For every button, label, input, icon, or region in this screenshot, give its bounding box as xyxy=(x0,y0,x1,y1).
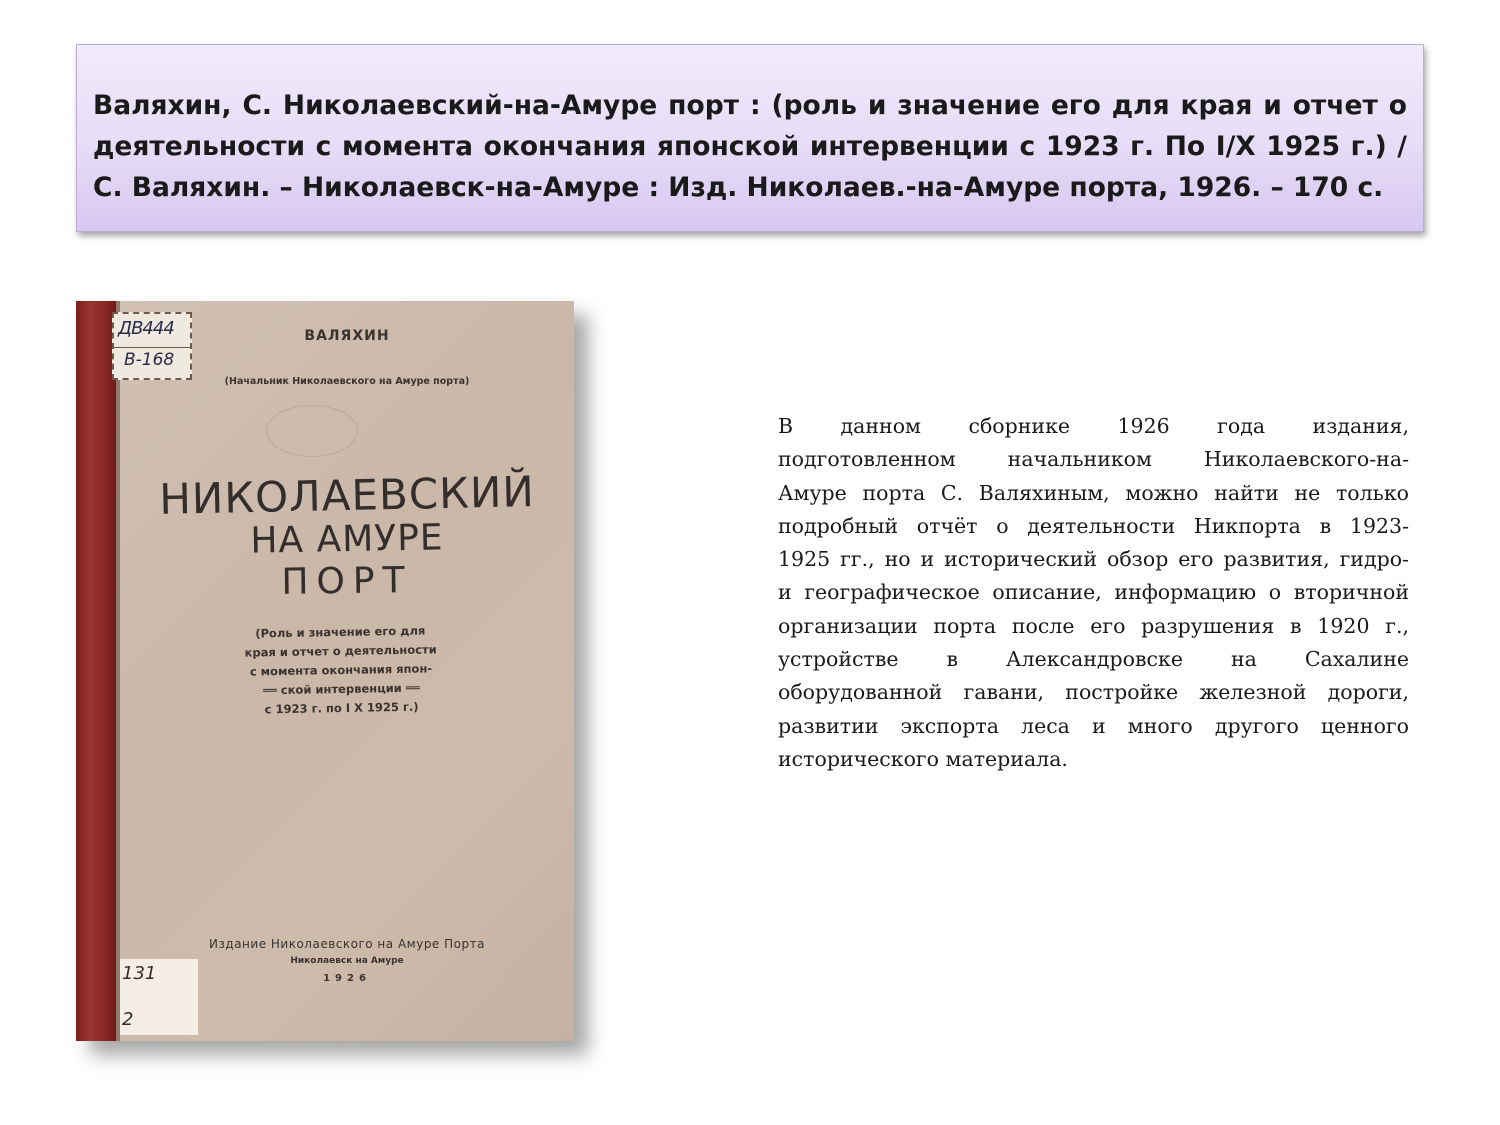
label-bottom-line-1: 131 xyxy=(122,963,157,984)
cover-title-line-2: НА АМУРЕ xyxy=(250,517,444,562)
spine-edge xyxy=(116,301,120,1041)
description-line: устройстве в Александровске на Сахалине xyxy=(778,647,1409,672)
cover-subtitle-line: (Роль и значение его для xyxy=(255,623,426,641)
description-line: организации порта после его разрушения в 1920 г., xyxy=(778,613,1409,638)
label-top-code: ДВ444 xyxy=(118,318,174,339)
label-top-shelfmark: В-168 xyxy=(124,350,175,370)
cover-subtitle-line: ══ ской интервенции ══ xyxy=(262,680,420,698)
cover-author-position: (Начальник Николаевского на Амуре порта) xyxy=(224,376,470,387)
library-label-top xyxy=(112,312,192,380)
book-description xyxy=(778,410,1409,776)
cover-title-line-1: НИКОЛАЕВСКИЙ xyxy=(158,467,536,524)
cover-subtitle xyxy=(225,621,457,720)
description-line: исторического материала. xyxy=(778,746,1068,771)
description-line: Амуре порта С. Валяхиным, можно найти не только xyxy=(778,480,1409,505)
cover-subtitle-line: с 1923 г. по I X 1925 г.) xyxy=(264,699,419,717)
label-bottom-line-2: 2 xyxy=(122,1009,134,1030)
bibliographic-citation: Валяхин, С. Николаевский-на-Амуре порт : (роль и значение его для края и отчет о деятельности с момента окончания японской интервенции с 1923 г. По I/X 1925 г.) / С. Валяхин. – Николаевск-на-Амуре : Изд. Николаев.-на-Амуре порта, 1926. – 170 с. xyxy=(93,90,1407,203)
label-divider xyxy=(114,347,190,348)
description-line: подготовленном начальником Николаевского-на- xyxy=(778,447,1409,472)
description-line: подробный отчёт о деятельности Никпорта в 1923- xyxy=(778,513,1409,538)
cover-subtitle-line: с момента окончания япон- xyxy=(249,661,433,679)
book-spine xyxy=(76,301,116,1041)
cover-author: ВАЛЯХИН xyxy=(304,328,390,344)
description-line: оборудованной гавани, постройке железной дороги, xyxy=(778,680,1409,705)
cover-title-line-3: ПОРТ xyxy=(281,560,413,603)
library-label-bottom xyxy=(120,959,198,1035)
cover-year: 1926 xyxy=(323,973,371,984)
cover-publisher: Издание Николаевского на Амуре Порта xyxy=(209,937,485,951)
book-cover-image xyxy=(76,301,574,1041)
faded-stamp xyxy=(266,405,358,457)
citation-header-box xyxy=(76,44,1424,232)
description-line: В данном сборнике 1926 года издания, xyxy=(778,414,1409,438)
description-line: развитии экспорта леса и много другого ценного xyxy=(778,713,1409,738)
cover-city: Николаевск на Амуре xyxy=(290,956,404,966)
cover-subtitle-line: края и отчет о деятельности xyxy=(244,642,437,660)
description-line: 1925 гг., но и исторический обзор его развития, гидро- xyxy=(778,547,1409,572)
description-line: и географическое описание, информацию о вторичной xyxy=(778,580,1409,605)
